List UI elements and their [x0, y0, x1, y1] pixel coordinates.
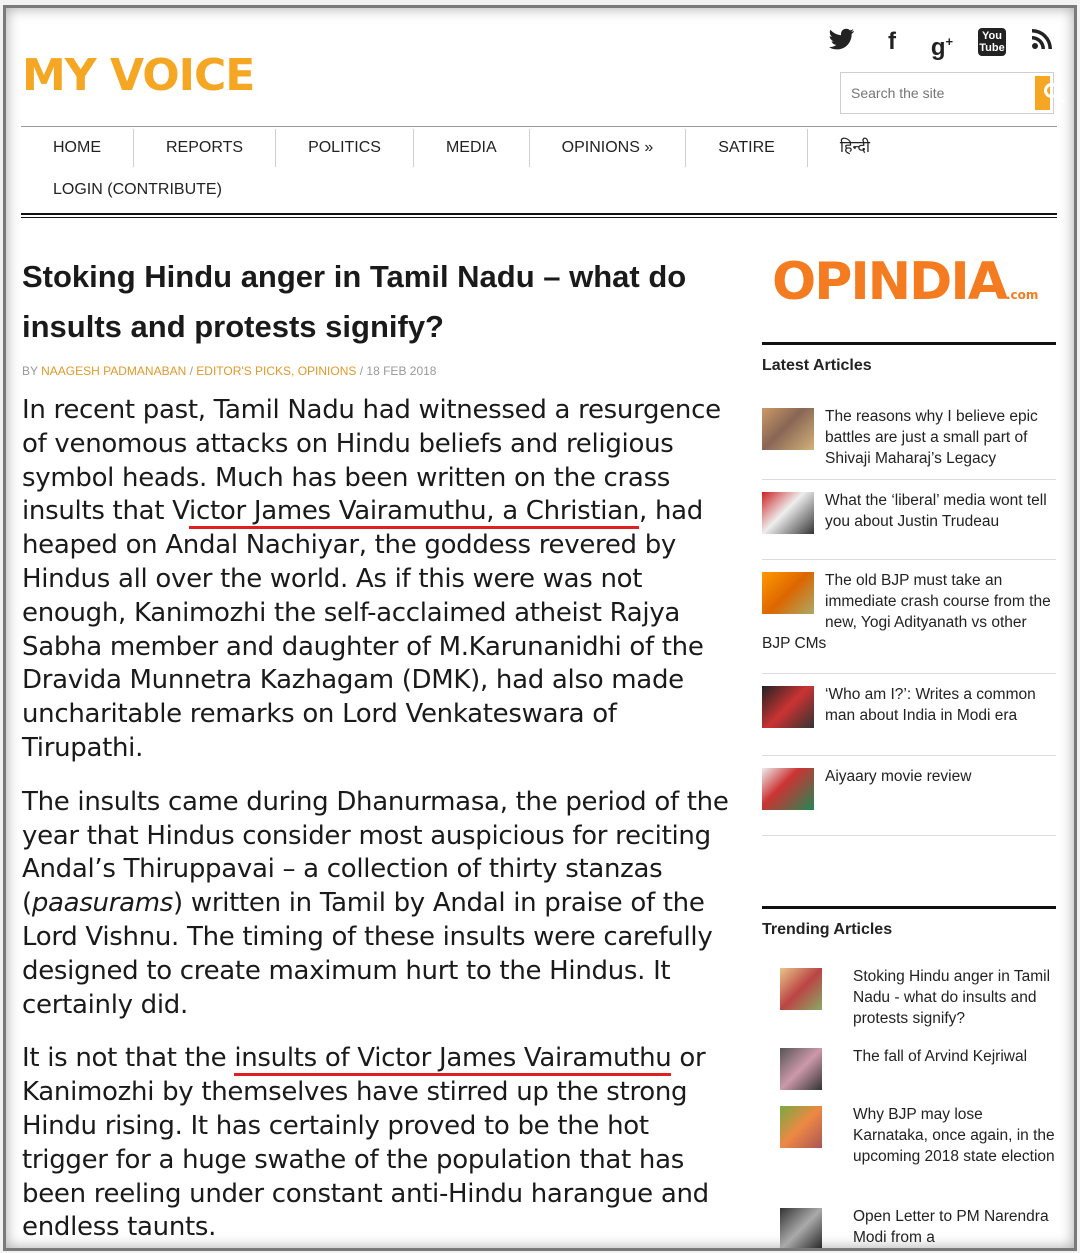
youtube-icon[interactable]: You Tube [979, 30, 1005, 54]
nav-opinions[interactable]: OPINIONS » [530, 129, 687, 167]
list-item[interactable]: The reasons why I believe epic battles are just a small part of Shivaji Maharaj’s Legacy [762, 396, 1056, 480]
facebook-icon[interactable]: f [888, 28, 896, 55]
nav-satire[interactable]: SATIRE [686, 129, 808, 167]
opindia-logo[interactable]: OPINDIA.com [772, 252, 1039, 312]
latest-articles-heading: Latest Articles [762, 342, 1056, 375]
article-thumbnail [780, 1048, 822, 1090]
article-thumbnail [780, 968, 822, 1010]
twitter-icon[interactable] [828, 28, 856, 56]
highlight-underline: ictor James Vairamuthu, a Christian [189, 496, 639, 529]
nav-divider [21, 213, 1057, 218]
trending-articles-list [762, 956, 1056, 1248]
main-nav [21, 126, 1057, 218]
nav-home[interactable]: HOME [21, 129, 134, 167]
nav-media[interactable]: MEDIA [414, 129, 530, 167]
list-item[interactable]: Aiyaary movie review [762, 756, 1056, 836]
article-thumbnail [780, 1106, 822, 1148]
list-item[interactable]: The fall of Arvind Kejriwal [762, 1036, 1056, 1094]
trending-articles-heading: Trending Articles [762, 906, 1056, 939]
rss-icon[interactable] [1028, 28, 1056, 56]
list-item[interactable]: The old BJP must take an immediate crash course from the new, Yogi Adityanath vs other BJP CMs [762, 560, 1056, 674]
list-item[interactable]: Open Letter to PM Narendra Modi from a [762, 1196, 1056, 1248]
article-byline: BY NAAGESH PADMANABAN / EDITOR'S PICKS, OPINIONS / 18 FEB 2018 [22, 364, 437, 378]
article-thumbnail [780, 1208, 822, 1248]
site-logo[interactable]: MY VOICE [22, 50, 255, 101]
article-thumbnail [762, 572, 814, 614]
article-thumbnail [762, 686, 814, 728]
list-item[interactable]: ‘Who am I?’: Writes a common man about India in Modi era [762, 674, 1056, 756]
paragraph-3: It is not that the insults of Victor James Vairamuthu or Kanimozhi by themselves have stirred up the strong Hindu rising. It has certainly proved to be the hot trigger for a huge swathe of the population that has been reeling under constant anti-Hindu harangue and endless taunts. [22, 1043, 709, 1243]
article-thumbnail [762, 492, 814, 534]
article-body [22, 394, 742, 1248]
search-button[interactable] [1035, 76, 1050, 110]
search-icon [1044, 83, 1059, 98]
article-date: 18 FEB 2018 [366, 364, 437, 378]
highlight-underline: insults of Victor James Vairamuthu [234, 1043, 671, 1076]
page-frame [6, 8, 1074, 1248]
nav-politics[interactable]: POLITICS [276, 129, 414, 167]
latest-articles-list [762, 396, 1056, 836]
paragraph-2: The insults came during Dhanurmasa, the period of the year that Hindus consider most auspicious for reciting Andal’s Thiruppavai – a collection of thirty stanzas (paasurams) written in Tamil by Andal in praise of the Lord Vishnu. The timing of these insults were carefully designed to create maximum hurt to the Hindus. It certainly did. [22, 786, 729, 1020]
search-input[interactable] [841, 73, 1032, 113]
social-links [828, 28, 1056, 61]
article-title: Stoking Hindu anger in Tamil Nadu – what do insults and protests signify? [22, 259, 687, 344]
paragraph-1: In recent past, Tamil Nadu had witnessed a resurgence of venomous attacks on Hindu beliefs and religious symbol heads. Much has been written on the crass insults that Victor James Vairamuthu, a Christian, had heaped on Andal Nachiyar, the goddess revered by Hindus all over the world. As if this were was not enough, Kanimozhi the self-acclaimed atheist Rajya Sabha member and daughter of M.Karunanidhi of the Dravida Munnetra Kazhagam (DMK), had also made uncharitable remarks on Lord Venkateswara of Tirupathi. [22, 395, 721, 763]
category-links[interactable]: EDITOR'S PICKS, OPINIONS [196, 364, 357, 378]
author-link[interactable]: NAAGESH PADMANABAN [41, 364, 187, 378]
nav-reports[interactable]: REPORTS [134, 129, 276, 167]
article-thumbnail [762, 408, 814, 450]
list-item[interactable]: Stoking Hindu anger in Tamil Nadu - what do insults and protests signify? [762, 956, 1056, 1036]
article-thumbnail [762, 768, 814, 810]
nav-login[interactable]: LOGIN (CONTRIBUTE) [53, 181, 222, 198]
list-item[interactable]: Why BJP may lose Karnataka, once again, in the upcoming 2018 state election [762, 1094, 1056, 1196]
nav-hindi[interactable]: हिन्दी [839, 139, 871, 156]
list-item[interactable]: What the ‘liberal’ media wont tell you about Justin Trudeau [762, 480, 1056, 560]
search-box [840, 72, 1054, 114]
google-plus-icon[interactable]: g+ [930, 34, 954, 61]
